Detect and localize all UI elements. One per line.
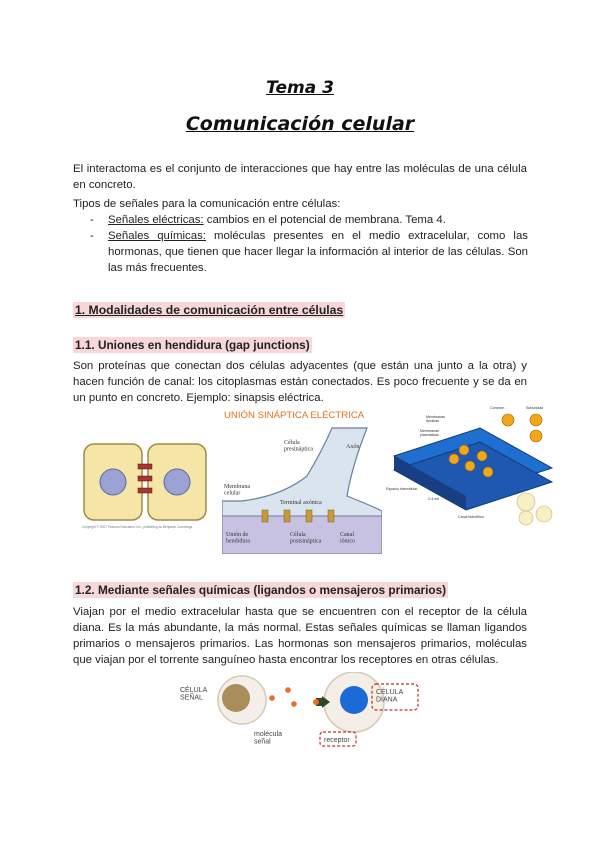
label-pre: Célula presináptica: [284, 440, 313, 453]
subsection-heading: 1.1. Uniones en hendidura (gap junctions): [75, 338, 310, 352]
term: Señales químicas:: [108, 230, 206, 242]
label-canal-hidrofilico: Canal hidrofílico: [458, 515, 484, 519]
copyright: Copyright © 2007 Pearson Education, Inc., publishing as Benjamin Cummings: [82, 525, 193, 529]
list-item: - Señales químicas: moléculas presentes en el medio extracelular, como las hormonas, que tienen que hacer llegar la información al interior de las células. Son las más frecuentes.: [90, 230, 528, 274]
desc: cambios en el potencial de membrana. Tema 4.: [203, 214, 446, 226]
cell-signal-label: CÉLULA SEÑAL: [180, 687, 208, 702]
label-terminal: Terminal axónica: [280, 500, 322, 506]
desc: moléculas presentes en el medio extracelular, como las hormonas, que tienen que hacer llegar la información al interior de las células. Son las más frecuentes.: [108, 230, 528, 274]
subtitle: Comunicación celular: [185, 113, 415, 135]
receptor-label: receptor: [324, 737, 350, 744]
subsection-text: Son proteínas que conectan dos células adyacentes (que están una junto a la otra) y hacen función de canal: los citoplasmas están conectados. Es poco frecuente y se da en un punto en concreto. Ejemplo: sinapsis eléctrica.: [73, 360, 527, 404]
cell-target-label: CÉLULA DIANA: [376, 689, 404, 704]
synapse-title: UNIÓN SINÁPTICA ELÉCTRICA: [224, 410, 365, 421]
term: Señales eléctricas:: [108, 214, 204, 226]
label-plasmaticas: Membranas plasmáticas: [420, 429, 439, 437]
subsection-heading: 1.2. Mediante señales químicas (ligandos o mensajeros primarios): [75, 583, 447, 597]
label-nm: 2-4 nm: [428, 497, 440, 501]
molecule-label: molécula señal: [254, 731, 283, 746]
intro-paragraph: El interactoma es el conjunto de interacciones que hay entre las moléculas de una célula en concreto.: [73, 163, 527, 191]
list-item: - Señales eléctricas: cambios en el potencial de membrana. Tema 4.: [90, 214, 446, 226]
label-lipidicas: Membranas lipídicas: [426, 415, 445, 423]
tipos-lead: Tipos de señales para la comunicación entre células:: [73, 198, 341, 210]
label-conexon: Conexón: [490, 406, 505, 410]
label-axon: Axón: [346, 444, 360, 450]
synapse-figure: [222, 406, 382, 554]
connexon-figure: [384, 404, 554, 528]
section-heading: 1. Modalidades de comunicación entre células: [75, 303, 344, 317]
signal-figure: [176, 672, 420, 756]
gap-junction-figure: [80, 438, 210, 530]
title: Tema 3: [266, 78, 334, 98]
label-canal: Canal iónico: [340, 532, 355, 545]
label-subunidad: Subunidad: [526, 406, 544, 410]
label-union: Unión de hendidura: [226, 532, 250, 545]
label-membrana: Membrana celular: [224, 484, 250, 497]
label-espacio: Espacio intercelular: [386, 487, 418, 491]
label-post: Célula postsináptica: [290, 532, 322, 545]
subsection-text: Viajan por el medio extracelular hasta que se encuentren con el receptor de la célula diana. Es la más abundante, la más normal. Estas señales químicas se llaman ligandos primarios o mensajeros primarios. Las hormonas son mensajeros primarios, moléculas que viajan por el torrente sanguíneo hasta encontrar los receptores en otras células.: [73, 606, 527, 666]
